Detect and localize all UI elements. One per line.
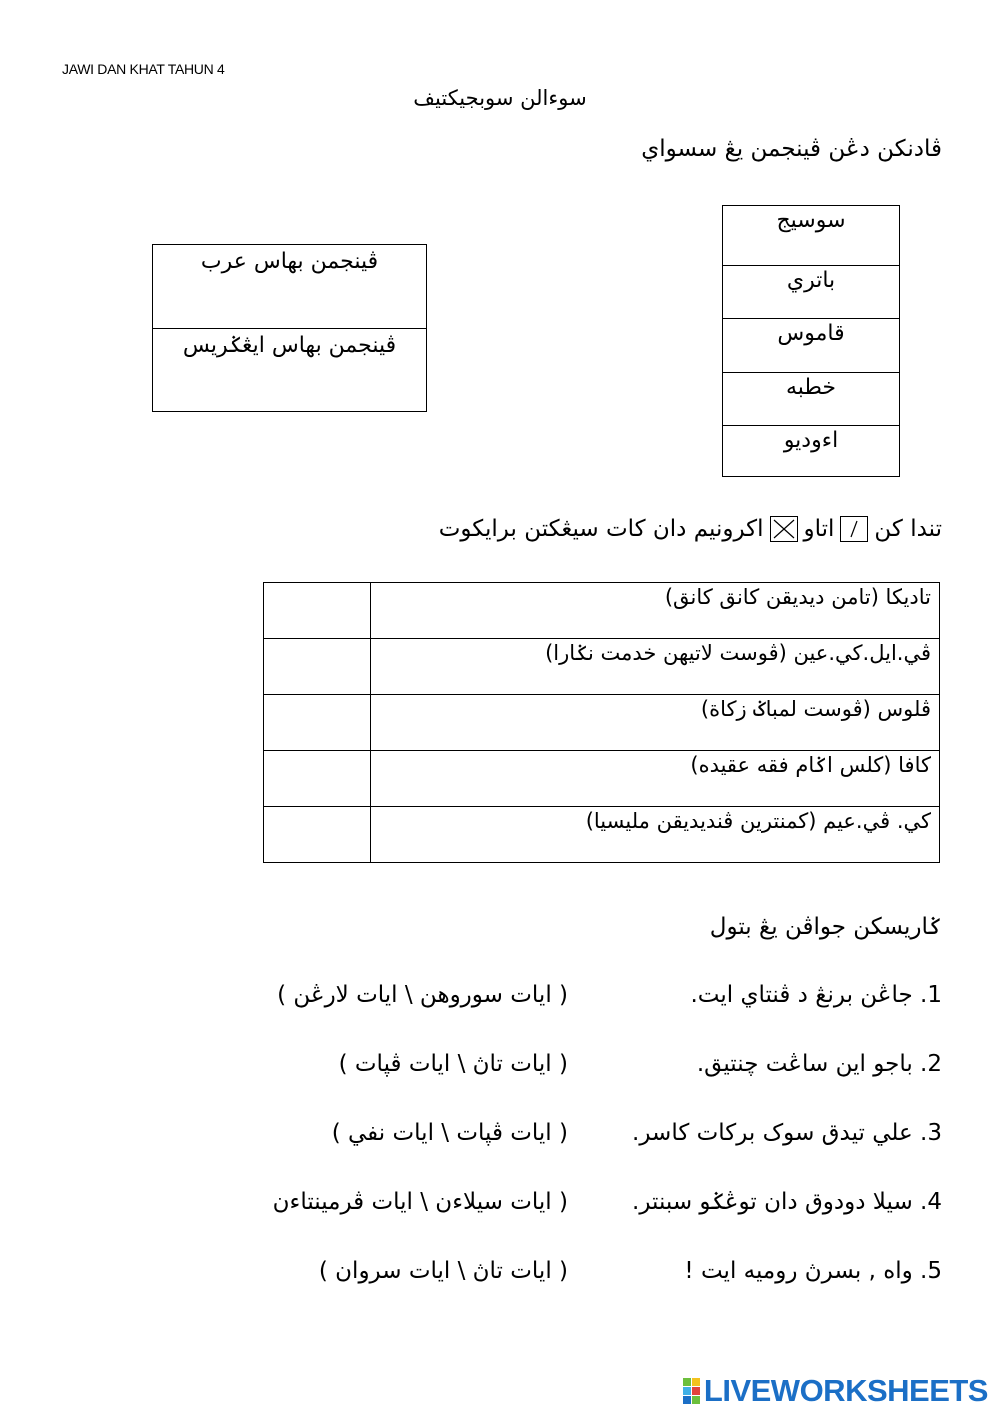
answer-cell[interactable]	[264, 807, 371, 863]
question-4-text: 4. سيلا دودوق دان توڠݢو سبنتر.	[632, 1189, 942, 1215]
question-5-options[interactable]: ( ايات تاڽ \ ايات سروان )	[318, 1258, 568, 1284]
acronym-cell: تاديکا (تامن ديديقن کانق کانق)	[371, 583, 940, 639]
answer-cell[interactable]	[264, 639, 371, 695]
question-2-text: 2. باجو اين ساڠت چنتيق.	[696, 1051, 942, 1077]
logo-grid-icon	[683, 1378, 700, 1404]
or-word: اتاو	[803, 516, 835, 542]
acronym-table	[263, 582, 940, 863]
matching-word[interactable]: خطبه	[723, 372, 899, 425]
question-1-options[interactable]: ( ايات سوروهن \ ايات لارڠن )	[277, 982, 568, 1008]
acronym-cell: ڤلوس (ڤوست لمباݢ زکاة)	[371, 695, 940, 751]
table-row	[264, 807, 940, 863]
question-1-text: 1. جاڠن برنڠ د ڤنتاي ايت.	[690, 982, 942, 1008]
liveworksheets-logo[interactable]	[683, 1374, 988, 1408]
table-row	[264, 583, 940, 639]
matching-targets-box	[152, 244, 427, 412]
question-3-text: 3. علي تيدق سوک برکات کاسر.	[632, 1120, 942, 1146]
logo-text: LIVEWORKSHEETS	[703, 1373, 988, 1408]
tick-slash-icon	[841, 517, 867, 541]
matching-word[interactable]: اءوديو	[723, 425, 899, 478]
matching-word[interactable]: باتري	[723, 265, 899, 318]
matching-word[interactable]: سوسيج	[776, 208, 846, 233]
matching-words-box	[722, 205, 900, 477]
cross-symbol-box	[770, 516, 798, 542]
instruction-end: اکرونيم دان کات سيڠکتن برايکوت	[438, 516, 764, 542]
cross-icon	[771, 517, 797, 541]
underline-instruction: ݢاريسکن جواڤن يڠ بتول	[709, 914, 942, 940]
acronym-cell: کافا (کلس اݢام فقه عقيده)	[371, 751, 940, 807]
matching-word[interactable]: قاموس	[723, 318, 899, 371]
page-title: سوءالن سوبجيکتيف	[413, 86, 587, 110]
answer-cell[interactable]	[264, 583, 371, 639]
question-2-options[interactable]: ( ايات تاڽ \ ايات ڤڽات )	[338, 1051, 568, 1077]
question-3-options[interactable]: ( ايات ڤڽات \ ايات نفي )	[331, 1120, 568, 1146]
matching-target-english[interactable]: ڤينجمن بهاس ايڠݢريس	[153, 328, 426, 411]
tick-cross-instruction	[439, 516, 942, 542]
matching-target-arabic[interactable]: ڤينجمن بهاس عرب	[200, 249, 379, 274]
acronym-cell: کي. ڤي.عيم (کمنترين ڤنديديقن مليسيا)	[371, 807, 940, 863]
tick-symbol-box	[840, 516, 868, 542]
worksheet-header: JAWI DAN KHAT TAHUN 4	[62, 61, 225, 77]
question-5-text: 5. واه , بسرڽ روميه ايت !	[684, 1258, 942, 1284]
answer-cell[interactable]	[264, 695, 371, 751]
table-row	[264, 639, 940, 695]
table-row	[264, 695, 940, 751]
acronym-cell: ڤي.ايل.کي.عين (ڤوست لاتيهن خدمت نݢارا)	[371, 639, 940, 695]
instruction-start: تندا کن	[874, 516, 942, 542]
table-row	[264, 751, 940, 807]
answer-cell[interactable]	[264, 751, 371, 807]
matching-instruction: ڤادنکن دڠن ڤينجمن يڠ سسواي	[641, 136, 942, 162]
question-4-options[interactable]: ( ايات سيلاءن \ ايات ڤرمينتاءن	[272, 1189, 568, 1215]
